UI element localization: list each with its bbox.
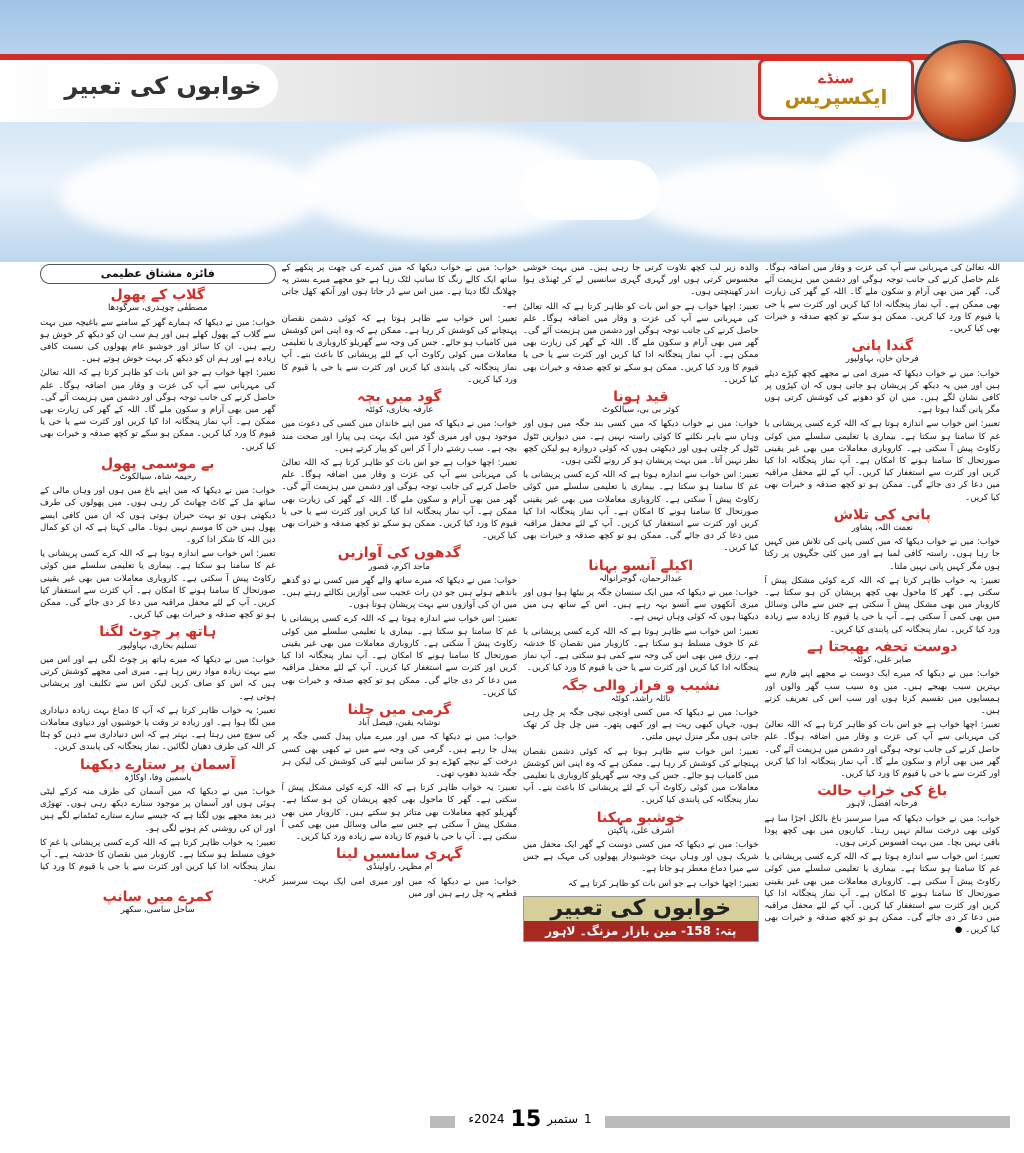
byline: ام مظہر، راولپنڈی <box>366 862 433 873</box>
paragraph: تعبیر: اچھا خواب ہے جو اس بات کو ظاہر کرتا ہے کہ اللہ تعالیٰ کی مہربانی سے آپ کی عزت و وقار میں اضافہ ہوگا۔ علم حاصل کرنے کی جانب توجہ ہوگی اور دشمن میں ہزیمت آئے گی۔ گھر میں بھی آرام و سکون ملے گا۔ آپ نماز پنجگانہ ادا کیا کریں اور کثرت سے یا حی یا قیوم کا ورد کیا کریں۔ <box>764 720 1000 779</box>
paragraph: خواب: میں نے دیکھا کہ میں اپنے خاندان میں کسی کی دعوت میں موجود ہوں اور میری گود میں ایک بہت ہی پیارا اور صحت مند بچہ ہے۔ سب رشتے دار آ کر اس کو پیار کرتے ہیں۔ <box>281 419 517 454</box>
paragraph: خواب: میں نے دیکھا کہ میرے ساتھ والے گھر میں کسی نے دو گدھے باندھے ہوئے ہیں جو دن رات عجیب سی آوازیں نکالتے رہتے ہیں۔ میں ان کی آوازوں سے بہت پریشان ہوتا ہوں۔ <box>281 575 517 611</box>
paragraph: تعبیر: اس خواب سے اندازہ ہوتا ہے کہ اللہ کرے کسی پریشانی یا غم کا سامنا ہو سکتا ہے۔ بیماری یا تعلیمی سلسلے میں کوئی رکاوٹ پیش آ سکتی ہے۔ کاروباری معاملات میں بھی غیر یقینی صورتحال کا سامنا ہونے کا امکان ہے۔ آپ نماز پنجگانہ ادا کیا کریں اور کثرت سے استغفار کیا کریں۔ آپ کے لئے محفل مراقبہ میں دعا کر دی جائے گی۔ ممکن ہو تو کچھ صدقہ و خیرات بھی کیا کریں۔ ● <box>764 852 1000 936</box>
paragraph: تعبیر: یہ خواب ظاہر کرتا ہے کہ اللہ کرے کوئی مشکل پیش آ سکتی ہے۔ گھر کا ماحول بھی کچھ پریشان کن ہو سکتا ہے۔ گھریلو کچھ معاملات بھی متاثر ہو سکتے ہیں۔ کاروبار میں بھی مشکل پیش آ سکتی ہے جس سے مالی وسائل میں بھی کمی آ سکتی ہے۔ آپ یا حی یا قیوم کا زیادہ سے زیادہ ورد کیا کریں۔ <box>281 783 517 842</box>
paragraph: خواب: میں نے خواب دیکھا کہ میرا سرسبز باغ بالکل اجڑا سا ہے کوئی بھی درخت سالم نہیں رہتا۔ کیاریوں میں بھی کچھ پودا باقی نہیں بچا۔ میں بہت افسوس کرتی ہوں۔ <box>764 813 1000 848</box>
dream-heading: قید ہونا <box>613 389 669 406</box>
date-page: 1 <box>584 1112 592 1126</box>
paragraph: تعبیر: اچھا خواب ہے جو اس بات کو ظاہر کرتا ہے کہ اللہ تعالیٰ کی مہربانی سے آپ کی عزت و وقار میں اضافہ ہوگا۔ علم حاصل کرنے کی جانب توجہ ہوگی اور دشمن میں ہزیمت آئے گی۔ گھر میں بھی آرام و سکون ملے گا۔ اللہ کے گھر کی زیارت بھی ممکن ہے۔ آپ نماز پنجگانہ ادا کیا کریں اور کثرت سے یا حی یا قیوم کا ورد کیا کریں۔ ممکن ہو سکے تو کچھ صدقہ و خیرات بھی کیا کریں۔ <box>523 301 759 385</box>
paragraph: خواب: میں نے دیکھا کہ میں اپنے باغ میں ہوں اور وہاں مالی کے ساتھ مل کے کاٹ چھانٹ کر رہی ہوں۔ میں پھولوں کی طرف دیکھتی ہوں تو بہت حیران ہوتی ہوں کہ ان میں کافی ایسے پھول ہیں جن کا موسم نہیں ہوتا۔ مالی کہتا ہے کہ ان کو کمال دین اللہ کا شکر ادا کرو۔ <box>40 486 276 546</box>
byline: تسلیم بخاری، بہاولپور <box>118 640 197 651</box>
byline: رحیمہ شاہ، سیالکوٹ <box>119 472 197 483</box>
paragraph: تعبیر: اس خواب سے اندازہ ہوتا ہے کہ اللہ کرے کسی پریشانی یا غم کا سامنا ہو سکتا ہے۔ بیماری یا تعلیمی سلسلے میں کوئی رکاوٹ پیش آ سکتی ہے۔ کاروباری معاملات میں بھی غیر یقینی صورتحال کا سامنا ہونے کا امکان ہے۔ آپ نماز پنجگانہ ادا کیا کریں اور کثرت سے استغفار کیا کریں۔ آپ کے لئے محفل مراقبہ میں دعا کر دی جائے گی۔ ممکن ہو تو کچھ صدقہ و خیرات بھی کیا کریں۔ <box>523 470 759 554</box>
paragraph: خواب: میں نے دیکھا کہ میں اور میرے میاں پیدل کسی جگہ پر پیدل جا رہے ہیں۔ گرمی کی وجہ سے میں نے کبھی بھی کسی درخت کے نیچے کھڑے ہو کر سانس لینے کی کوشش کی لیکن ہر جگہ شدید دھوپ تھی۔ <box>281 732 517 779</box>
byline: صابر علی، کوئٹہ <box>853 655 912 666</box>
dream-heading: آسمان پر ستارے دیکھنا <box>79 756 236 773</box>
paragraph: خواب: میں نے دیکھا کہ میں کسی دوست کے گھر ایک محفل میں شریک ہوں اور وہاں بہت خوشبودار پھولوں کی مہک ہے جس سے میرا دماغ معطر ہو جاتا ہے۔ <box>523 839 759 875</box>
date-month: ستمبر <box>547 1112 579 1126</box>
byline: یاسمین وفا، اوکاڑہ <box>124 772 192 783</box>
byline: نوشابہ یقین، فیصل آباد <box>358 718 441 729</box>
paragraph: تعبیر: اس خواب سے اندازہ ہوتا ہے کہ اللہ کرے کسی پریشانی یا غم کا سامنا ہو سکتا ہے۔ بیماری یا تعلیمی سلسلے میں کوئی رکاوٹ پیش آ سکتی ہے۔ کاروباری معاملات میں بھی غیر یقینی صورتحال کا سامنا ہونے کا امکان ہے۔ آپ نماز پنجگانہ ادا کیا کریں اور کثرت سے استغفار کیا کریں۔ آپ کے لئے محفل مراقبہ میں دعا کر دی جائے گی۔ ممکن ہو تو کچھ صدقہ و خیرات بھی کیا کریں۔ <box>281 614 517 698</box>
dream-heading: پانی کی تلاش <box>833 506 931 523</box>
paragraph: خواب: میں نے دیکھا کہ میں آسمان کی طرف منہ کرکے لیٹی ہوئی ہوں اور آسمان پر موجود ستارے دیکھ رہی ہوں۔ تھوڑی دیر بعد مجھے یوں لگتا ہے کہ جیسے سارے ستارے ٹمٹمانے لگے ہیں اور ان کی روشنی کم ہونے لگی ہو۔ <box>40 786 276 834</box>
byline: فرحان خان، بہاولپور <box>845 354 919 365</box>
dream-heading: گندا پانی <box>851 338 914 355</box>
paragraph: خواب: میں نے دیکھا کہ میں اور میری امی ایک بہت سرسبز قطعے پہ چل رہے ہیں اور میں <box>281 876 517 899</box>
paragraph: خواب: میں نے خواب دیکھا کہ میں کمرے کی چھت پر پنکھے کے ساتھ ایک کالے رنگ کا سانپ لٹک رہا ہے جو مجھے میرے بستر پہ چھلانگ لگا دیتا ہے۔ میں اس سے ڈر جاتا ہوں اور آنکھ کھل جاتی ہے۔ <box>281 263 517 310</box>
logo-main-text: ایکسپریس <box>784 85 888 109</box>
logo-top-text: سنڈے <box>818 71 854 87</box>
column-2 <box>282 262 518 1104</box>
byline: ساحل ساسی، سکھر <box>120 904 195 915</box>
sleeping-figure-illustration <box>520 160 660 220</box>
dream-heading: گود میں بچہ <box>357 389 442 406</box>
dream-heading: دوست تحفہ بھیجتا ہے <box>807 638 958 655</box>
byline: کوثر بی بی، سیالکوٹ <box>602 405 680 416</box>
section-title: خوابوں کی تعبیر <box>48 64 278 108</box>
paragraph: تعبیر: یہ خواب ظاہر کرتا ہے کہ آپ کا دماغ بہت زیادہ دنیاداری میں لگا ہوا ہے۔ اور زیادہ تر وقت یا خوشیوں اور دنیاوی معاملات کی سوچ میں رہتا ہے۔ بہتر ہے کہ اس دنیاداری سے ذہن کو ہٹا کر اللہ کی طرف دھیان لگائیں۔ نماز پنجگانہ کی پابندی کریں۔ <box>40 705 276 753</box>
dream-heading: کمرے میں سانپ <box>102 888 213 905</box>
dream-heading: گرمی میں چلنا <box>347 701 451 718</box>
date-year: 2024ء <box>468 1112 505 1126</box>
address-box-title: خوابوں کی تعبیر <box>524 897 758 921</box>
paragraph: خواب: میں نے دیکھا کہ میں کسی اونچی نیچی جگہ پر چل رہی ہوں، جہاں کبھی ریت ہے اور کبھی پتھر۔ میں چل چل کر تھک جاتی ہوں مگر منزل نہیں ملتی۔ <box>523 707 759 743</box>
address-box <box>523 896 759 942</box>
header-banner <box>0 0 1024 262</box>
byline: اشرف علی، پاکپتن <box>607 825 675 836</box>
page-footer <box>0 1104 1024 1153</box>
paragraph: خواب: میں نے دیکھا کہ میں ایک سنسان جگہ پر بیٹھا ہوا ہوں اور میری آنکھوں سے آنسو بہہ رہے ہیں۔ اس کے ساتھ ہی میں دیکھتا ہوں کہ کوئی وہاں نہیں ہے۔ <box>523 588 759 623</box>
paragraph: والدہ زیر لب کچھ تلاوت کرتی جا رہی ہیں۔ میں بہت خوشی محسوس کرتی ہوں اور گہری گہری سانسیں لے کر ٹھنڈی ہوا اندر کھینچتی ہوں۔ <box>523 263 759 298</box>
byline: ماجد اکرم، قصور <box>368 561 430 572</box>
globe-icon <box>914 40 1016 142</box>
byline: مصطفٰی چوہدری، سرگودھا <box>108 303 208 314</box>
paragraph: تعبیر: اس خواب سے ظاہر ہوتا ہے کہ کوئی دشمن نقصان پہنچانے کی کوشش کر رہا ہے۔ ممکن ہے کہ وہ اپنی اس کوشش میں کامیاب ہو جائے۔ جس کی وجہ سے گھریلو کاروباری یا تعلیمی معاملات میں کوئی رکاوٹ آپ کے لئے پریشانی کا باعث بنے۔ آپ نماز پنجگانہ کی پابندی کیا کریں۔ <box>523 746 759 806</box>
paragraph: خواب: میں نے دیکھا کہ ہمارے گھر کے سامنے سے باغیچہ میں بہت سے گلاب کے پھول کھلے ہیں اور ہم سب ان کو دیکھ کر خوش ہو رہے ہیں۔ ان کا سائز اور خوشبو عام پھولوں کی نسبت کافی زیادہ ہے اور ہم ان کو دیکھ کر بہت خوش ہوتے ہیں۔ <box>40 317 276 365</box>
dream-heading: گدھوں کی آوازیں <box>337 545 461 562</box>
issue-date <box>455 1104 605 1134</box>
paragraph: تعبیر: اس خواب سے اندازہ ہوتا ہے کہ اللہ کرے کسی پریشانی یا غم کا سامنا ہو سکتا ہے۔ بیماری یا تعلیمی سلسلے میں کوئی رکاوٹ پیش آ سکتی ہے۔ کاروباری معاملات میں بھی غیر یقینی صورتحال کا سامنا ہونے کا امکان ہے۔ آپ کثرت سے استغفار کیا کریں۔ آپ کے لئے محفل مراقبہ میں دعا کر دی جائے گی۔ ممکن ہو تو کچھ صدقہ و خیرات بھی کیا کریں۔ <box>40 549 276 621</box>
paragraph: تعبیر: یہ خواب ظاہر کرتا ہے کہ اللہ کرے کسی پریشانی یا غم کا خوف مسلط ہو سکتا ہے۔ کاروبار میں نقصان کا خدشہ ہے۔ آپ نماز پنجگانہ ادا کیا کریں اور کثرت سے یا حی یا قیوم کا ورد کیا کریں۔ <box>40 837 276 885</box>
paragraph: خواب: میں نے دیکھا کہ میرے ایک دوست نے مجھے اپنے فارم سے بہترین سیب بھیجے ہیں۔ میں وہ سیب سب گھر والوں اور ہمسایوں میں تقسیم کرتا ہوں اور سب اس کی تعریف کرتے ہیں۔ <box>764 669 1000 716</box>
dream-heading: نشیب و فراز والی جگہ <box>561 677 720 694</box>
paragraph: تعبیر: اس خواب سے اندازہ ہوتا ہے کہ اللہ کرے کسی پریشانی یا غم کا سامنا ہو سکتا ہے۔ بیماری یا تعلیمی سلسلے میں کوئی رکاوٹ پیش آ سکتی ہے۔ کاروباری معاملات میں بھی غیر یقینی صورتحال کا سامنا ہونے کا امکان ہے۔ آپ نماز پنجگانہ ادا کیا کریں اور کثرت سے استغفار کیا کریں۔ آپ کے لئے محفل مراقبہ میں دعا کر دی جائے گی۔ ممکن ہو تو کچھ صدقہ و خیرات بھی کیا کریں۔ <box>764 419 1000 503</box>
dream-heading: گلاب کے پھول <box>110 287 205 304</box>
article-columns <box>40 262 1000 1104</box>
paragraph: تعبیر: یہ خواب ظاہر کرتا ہے کہ اللہ کرے کوئی مشکل پیش آ سکتی ہے۔ گھر کا ماحول بھی کچھ پریشان کن ہو سکتا ہے۔ کاروبار میں بھی مشکل پیش آ سکتی ہے جس سے مالی وسائل میں بھی کمی آ سکتی ہے۔ آپ یا حی یا قیوم کا زیادہ سے زیادہ ورد کیا کریں۔ نماز پنجگانہ کی پابندی کیا کریں۔ <box>764 575 1000 635</box>
byline: نعمت اللہ، پشاور <box>851 523 913 534</box>
byline: نائلہ راشد، کوئٹہ <box>610 693 671 704</box>
dream-heading: باغ کی خراب حالت <box>817 783 948 800</box>
dream-heading: خوشبو مہکنا <box>596 809 685 826</box>
paragraph: تعبیر: اس خواب سے ظاہر ہوتا ہے کہ کوئی دشمن نقصان پہنچانے کی کوشش کر رہا ہے۔ ممکن ہے کہ وہ اپنی اس کوشش میں کامیاب ہو جائے۔ جس کی وجہ سے گھریلو کاروباری یا تعلیمی معاملات میں کوئی رکاوٹ آپ کے لئے پریشانی کا باعث بنے۔ آپ نماز پنجگانہ کی پابندی کیا کریں اور کثرت سے یا حی یا قیوم کا ورد کیا کریں۔ <box>281 313 517 385</box>
paragraph: خواب: میں نے دیکھا کہ میرے ہاتھ پر چوٹ لگی ہے اور اس میں سے بہت زیادہ مواد رس رہا ہے۔ میری امی مجھے کوشش کرتی ہیں کہ اس کو صاف کریں لیکن اس سے تکلیف اور پریشانی ہوتی ہے۔ <box>40 654 276 702</box>
byline: فرحانہ افضل، لاہور <box>846 799 918 810</box>
newspaper-logo <box>758 58 914 120</box>
paragraph: اللہ تعالیٰ کی مہربانی سے آپ کی عزت و وقار میں اضافہ ہوگا۔ علم حاصل کرنے کی جانب توجہ ہوگی اور دشمن میں ہزیمت آئے گی۔ گھر میں بھی آرام و سکون ملے گا۔ اللہ کے گھر کی زیارت بھی ممکن ہے۔ آپ نماز پنجگانہ ادا کیا کریں اور کثرت سے یا حی یا قیوم کا ورد کیا کریں۔ ممکن ہو سکے تو کچھ صدقہ و خیرات بھی کیا کریں۔ <box>764 263 1000 335</box>
column-4 <box>765 262 1001 1104</box>
dream-heading: اکیلے آنسو بہانا <box>588 557 694 574</box>
paragraph: تعبیر: اس خواب سے ظاہر ہوتا ہے کہ اللہ کرے کسی پریشانی یا غم کا خوف مسلط ہو سکتا ہے۔ کاروبار میں نقصان کا خدشہ ہے۔ رزق میں بھی اس کی وجہ سے کمی ہو سکتی ہے۔ آپ نماز پنجگانہ ادا کیا کریں اور کثرت سے یا حی یا قیوم کا ورد کیا کریں۔ <box>523 626 759 674</box>
byline: عبدالرحمان، گوجرانوالہ <box>598 573 683 584</box>
paragraph: خواب: میں نے خواب دیکھا کہ میں کسی پانی کی تلاش میں کہیں جا رہا ہوں۔ راستہ کافی لمبا ہے اور میں کئی جگہوں پر رکتا ہوں مگر کہیں پانی نہیں ملتا۔ <box>764 537 1000 572</box>
dream-heading: گہری سانسیں لینا <box>336 846 463 863</box>
paragraph: خواب: میں نے خواب دیکھا کہ میں کسی بند جگہ میں ہوں اور وہاں سے باہر نکلنے کا کوئی راستہ نہیں ہے۔ میں دیواریں ٹٹول ٹٹول کر چلتی ہوں اور دیکھتی ہوں کہ کوئی دروازہ ہو لیکن کچھ نظر نہیں آتا۔ میں بہت پریشان ہو کر رونے لگتی ہوں۔ <box>523 419 759 467</box>
column-1 <box>40 262 276 1104</box>
paragraph: تعبیر: اچھا خواب ہے جو اس بات کو ظاہر کرتا ہے کہ اللہ تعالیٰ کی مہربانی سے آپ کی عزت و وقار میں اضافہ ہوگا۔ علم حاصل کرنے کی جانب توجہ ہوگی اور دشمن میں ہزیمت آئے گی۔ گھر میں بھی آرام و سکون ملے گا۔ اللہ کے گھر کی زیارت بھی ممکن ہے۔ آپ نماز پنجگانہ ادا کیا کریں اور کثرت سے یا حی یا قیوم کا ورد کیا کریں۔ ممکن ہو سکے تو کچھ صدقہ و خیرات بھی کیا کریں۔ <box>40 368 276 452</box>
address-box-address: پتہ: 158- مین بازار مزنگ۔ لاہور <box>524 921 758 941</box>
date-day: 15 <box>510 1106 542 1132</box>
paragraph: تعبیر: اچھا خواب ہے جو اس بات کو ظاہر کرتا ہے کہ <box>567 878 759 889</box>
column-3 <box>523 262 759 1104</box>
paragraph: تعبیر: اچھا خواب ہے جو اس بات کو ظاہر کرتا ہے کہ اللہ تعالیٰ کی مہربانی سے آپ کی عزت و وقار میں اضافہ ہوگا۔ علم حاصل کرنے کی جانب توجہ ہوگی اور دشمن میں ہزیمت آئے گی۔ گھر میں بھی آرام و سکون ملے گا۔ اللہ کے گھر کی زیارت بھی ممکن ہے۔ آپ نماز پنجگانہ ادا کیا کریں اور کثرت سے یا حی یا قیوم کا ورد کیا کریں۔ ممکن ہو سکے تو کچھ صدقہ و خیرات بھی کیا کریں۔ <box>281 458 517 542</box>
author-name: فائزہ مشتاق عظیمی <box>40 264 276 284</box>
paragraph: خواب: میں نے خواب دیکھا کہ میری امی نے مجھے کچھ کپڑے دیئے ہیں اور میں یہ دیکھ کر پریشان ہو جاتی ہوں کہ ان کپڑوں پر کافی نشان لگے ہیں۔ میں ان کو دھونے کی کوشش کرتی ہوں مگر پانی گندا ہوتا ہے۔ <box>764 368 1000 416</box>
dream-heading: ہاتھ پر چوٹ لگنا <box>99 624 217 641</box>
dream-heading: بے موسمی پھول <box>101 455 215 472</box>
byline: عارفہ بخاری، کوئٹہ <box>364 405 434 416</box>
